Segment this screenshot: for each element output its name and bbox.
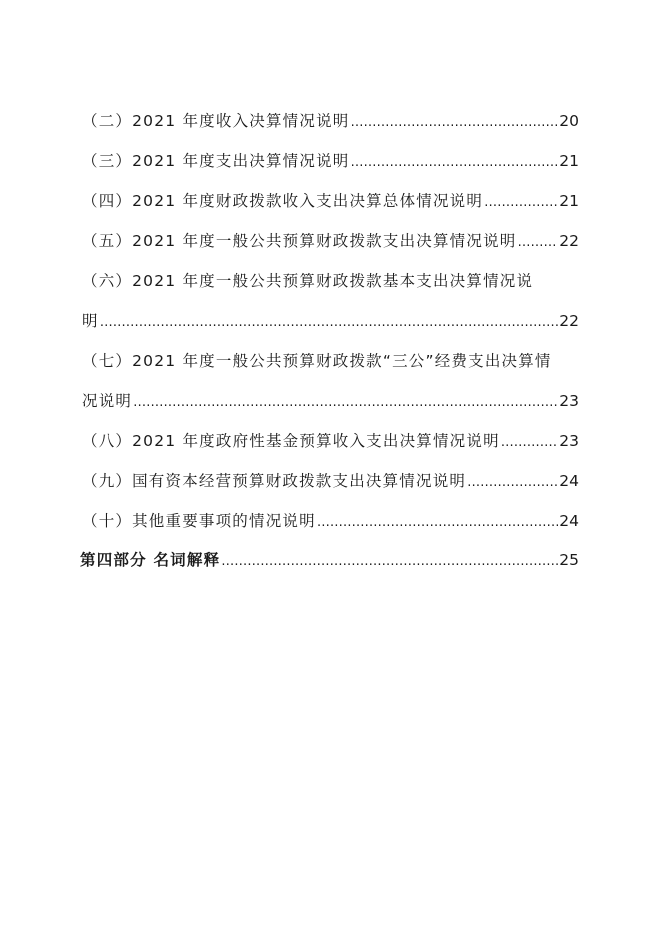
toc-page-number: 24 bbox=[559, 512, 579, 530]
toc-entry-title: 明 bbox=[82, 312, 99, 330]
toc-leader-dots bbox=[133, 392, 558, 414]
toc-leader-dots bbox=[501, 432, 558, 454]
toc-entry-title: （八）2021 年度政府性基金预算收入支出决算情况说明 bbox=[82, 432, 500, 450]
toc-page-number: 22 bbox=[559, 312, 579, 330]
toc-leader-dots bbox=[221, 551, 558, 573]
toc-page-number: 21 bbox=[559, 152, 579, 170]
toc-entry-7[interactable] bbox=[82, 390, 579, 412]
toc-entry-title: （九）国有资本经营预算财政拨款支出决算情况说明 bbox=[82, 472, 467, 490]
toc-entry-3[interactable] bbox=[82, 150, 579, 172]
toc-leader-dots bbox=[100, 312, 559, 334]
toc-entry-10[interactable] bbox=[82, 510, 579, 532]
toc-page-number: 25 bbox=[559, 551, 579, 569]
toc-entry-6[interactable] bbox=[82, 310, 579, 332]
toc-leader-dots bbox=[484, 192, 558, 214]
toc-entry-6-line-1[interactable]: （六）2021 年度一般公共预算财政拨款基本支出决算情况说 bbox=[82, 272, 534, 290]
toc-entry-4[interactable] bbox=[82, 190, 579, 212]
toc-leader-dots bbox=[317, 512, 558, 534]
toc-part-label: 第四部分 bbox=[80, 551, 147, 569]
toc-entry-title: （三）2021 年度支出决算情况说明 bbox=[82, 152, 350, 170]
toc-entry-title: （四）2021 年度财政拨款收入支出决算总体情况说明 bbox=[82, 192, 484, 210]
toc-part-4[interactable] bbox=[80, 549, 579, 571]
toc-entry-title: （二）2021 年度收入决算情况说明 bbox=[82, 112, 350, 130]
toc-entry-title: 况说明 bbox=[82, 392, 133, 410]
toc-entry-9[interactable] bbox=[82, 470, 579, 492]
toc-entry-2[interactable] bbox=[82, 110, 579, 132]
toc-page-number: 20 bbox=[559, 112, 579, 130]
toc-entry-title: （十）其他重要事项的情况说明 bbox=[82, 512, 316, 530]
toc-page-number: 23 bbox=[559, 432, 579, 450]
toc-leader-dots bbox=[517, 232, 558, 254]
toc-entry-7-line-1[interactable]: （七）2021 年度一般公共预算财政拨款“三公”经费支出决算情 bbox=[82, 352, 552, 370]
toc-part-title: 名词解释 bbox=[153, 551, 221, 569]
toc-page-number: 22 bbox=[559, 232, 579, 250]
toc-page-number: 21 bbox=[559, 192, 579, 210]
toc-page-number: 23 bbox=[559, 392, 579, 410]
toc-page-number: 24 bbox=[559, 472, 579, 490]
toc-leader-dots bbox=[350, 112, 558, 134]
toc-entry-8[interactable] bbox=[82, 430, 579, 452]
toc-entry-title: （五）2021 年度一般公共预算财政拨款支出决算情况说明 bbox=[82, 232, 517, 250]
toc-leader-dots bbox=[467, 472, 558, 494]
toc-entry-5[interactable] bbox=[82, 230, 579, 252]
toc-leader-dots bbox=[350, 152, 558, 174]
